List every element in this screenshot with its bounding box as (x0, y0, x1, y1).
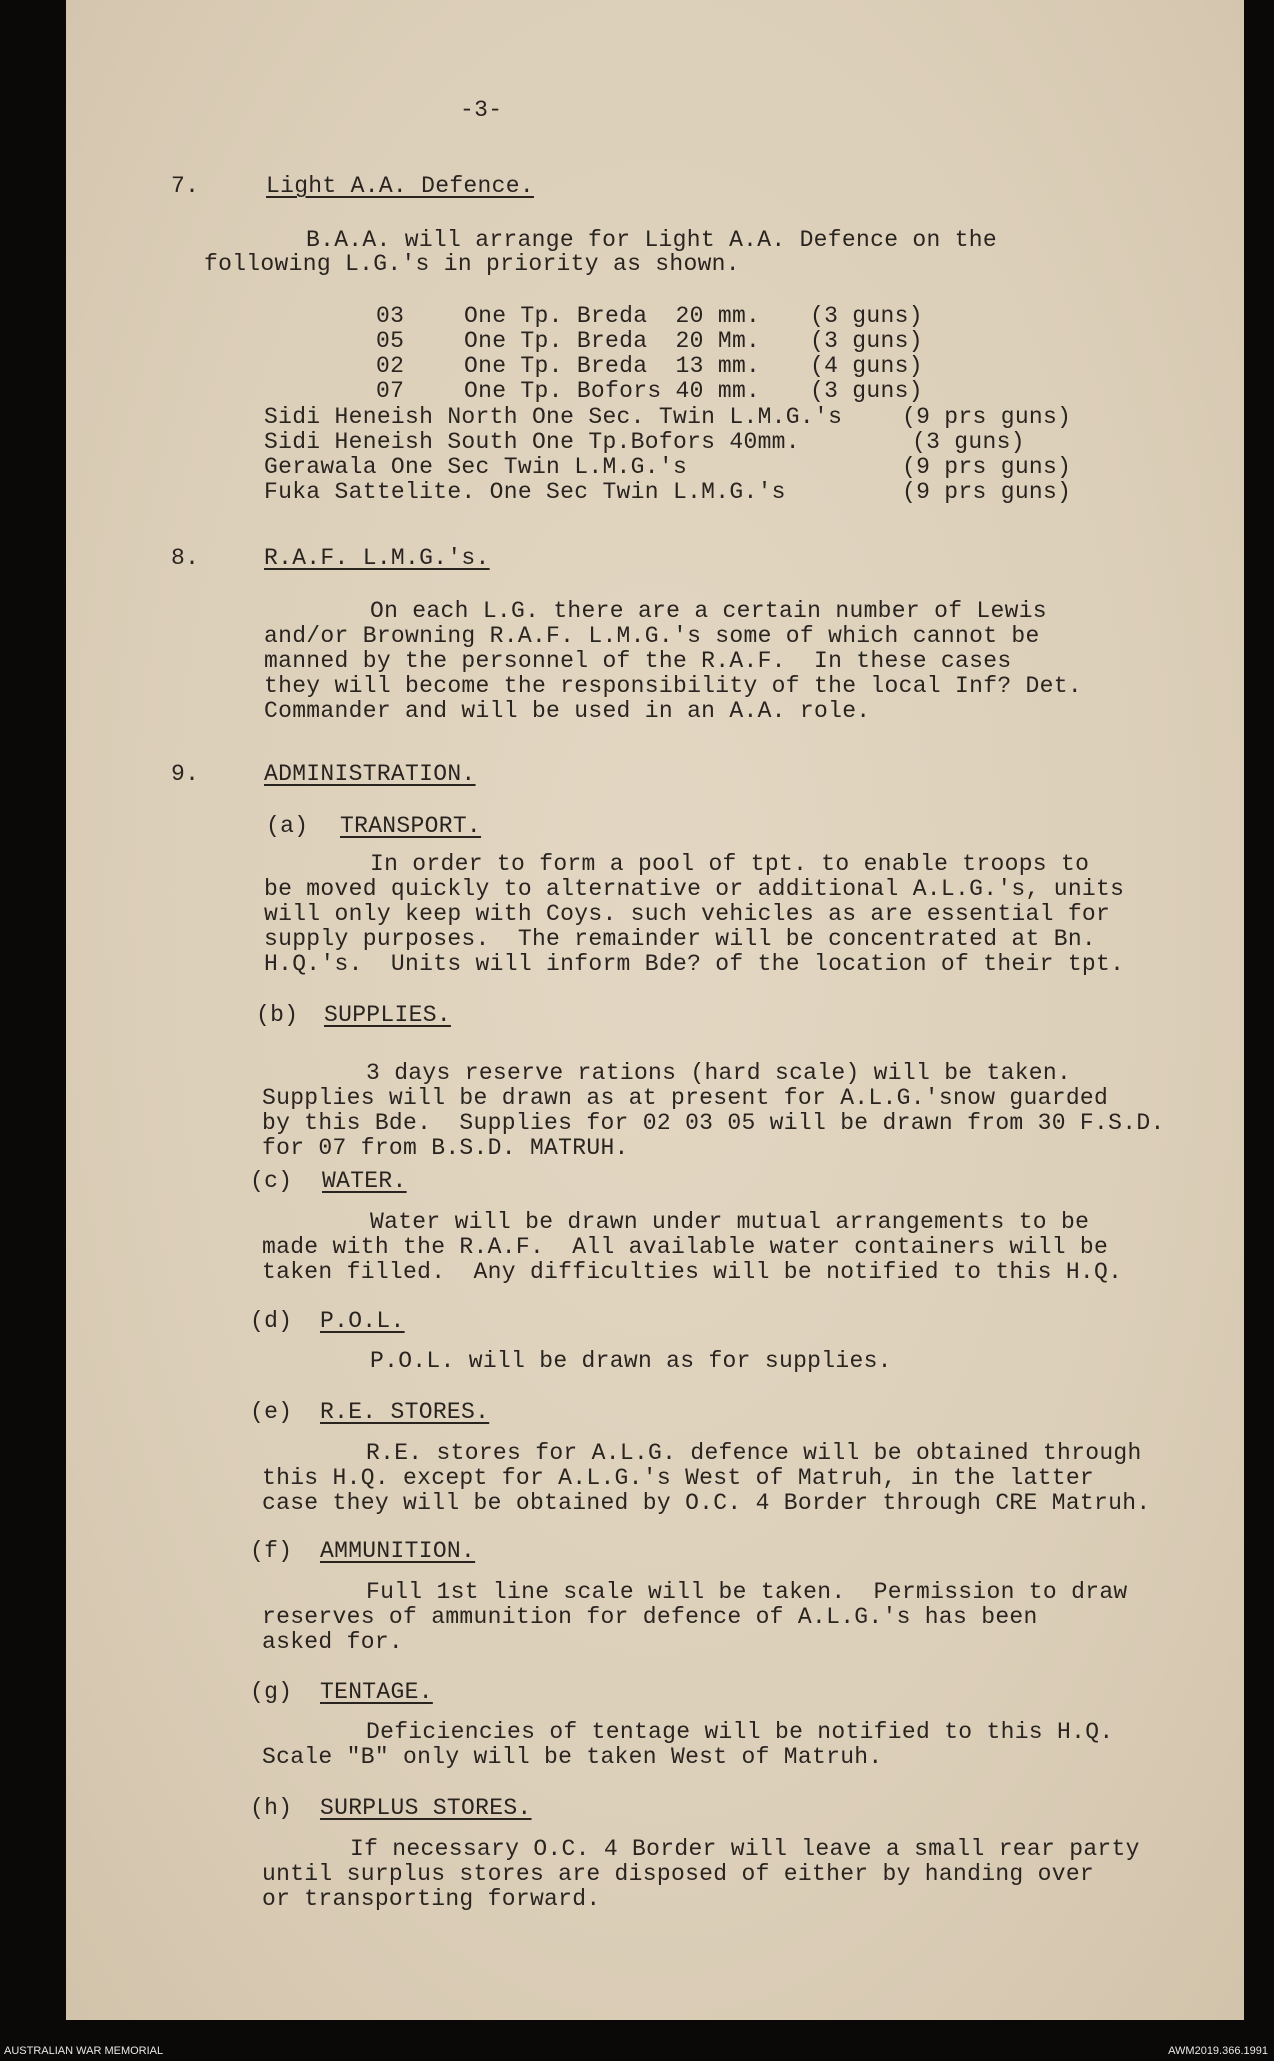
body-line: case they will be obtained by O.C. 4 Border through CRE Matruh. (262, 1490, 1151, 1516)
section-heading: ADMINISTRATION. (264, 761, 476, 787)
section-number: 7. (171, 173, 200, 199)
section-heading: R.A.F. L.M.G.'s. (264, 545, 490, 571)
subsection-heading: SURPLUS STORES. (320, 1795, 532, 1821)
body-line: Deficiencies of tentage will be notified to this H.Q. (366, 1719, 1114, 1745)
gun-count: (9 prs guns) (902, 479, 1072, 505)
subsection-letter: (g) (250, 1679, 293, 1705)
subsection-letter: (f) (250, 1538, 293, 1564)
subsection-heading: WATER. (322, 1168, 407, 1194)
body-line: Supplies will be drawn as at present for A.L.G.'snow guarded (262, 1085, 1109, 1111)
lg-code: 03 (376, 303, 405, 329)
subsection-heading: TENTAGE. (320, 1679, 433, 1705)
subsection-letter: (b) (256, 1002, 299, 1028)
body-line: reserves of ammunition for defence of A.L.G.'s has been (262, 1604, 1038, 1630)
body-line: R.E. stores for A.L.G. defence will be obtained through (366, 1440, 1142, 1466)
lg-code: 02 (376, 353, 405, 379)
defence-desc: One Tp. Bofors 40 mm. (464, 378, 761, 404)
body-line: for 07 from B.S.D. MATRUH. (262, 1135, 629, 1161)
page-number: -3- (460, 97, 503, 123)
archive-reference: AWM2019.366.1991 (1168, 2045, 1268, 2057)
defence-desc: Sidi Heneish North One Sec. Twin L.M.G.'s (264, 404, 843, 430)
body-line: or transporting forward. (262, 1886, 601, 1912)
body-line: Commander and will be used in an A.A. role. (264, 698, 871, 724)
body-line: P.O.L. will be drawn as for supplies. (370, 1348, 892, 1374)
body-line: will only keep with Coys. such vehicles as are essential for (264, 901, 1111, 927)
body-line: Full 1st line scale will be taken. Permission to draw (366, 1579, 1128, 1605)
document-page (66, 0, 1244, 2020)
body-line: this H.Q. except for A.L.G.'s West of Matruh, in the latter (262, 1465, 1095, 1491)
body-line: In order to form a pool of tpt. to enable troops to (370, 851, 1090, 877)
body-line: until surplus stores are disposed of either by handing over (262, 1861, 1095, 1887)
body-line: by this Bde. Supplies for 02 03 05 will be drawn from 30 F.S.D. (262, 1110, 1165, 1136)
body-line: be moved quickly to alternative or additional A.L.G.'s, units (264, 876, 1125, 902)
subsection-heading: TRANSPORT. (340, 813, 482, 839)
subsection-letter: (e) (250, 1399, 293, 1425)
gun-count: (9 prs guns) (902, 454, 1072, 480)
body-line: Scale "B" only will be taken West of Matruh. (262, 1744, 883, 1770)
lg-code: 07 (376, 378, 405, 404)
section-number: 8. (171, 545, 200, 571)
gun-count: (3 guns) (810, 303, 923, 329)
subsection-letter: (a) (266, 813, 309, 839)
body-line: On each L.G. there are a certain number of Lewis (370, 598, 1047, 624)
gun-count: (4 guns) (810, 353, 923, 379)
defence-desc: One Tp. Breda 20 Mm. (464, 328, 761, 354)
body-line: supply purposes. The remainder will be concentrated at Bn. (264, 926, 1097, 952)
subsection-letter: (d) (250, 1308, 293, 1334)
subsection-heading: P.O.L. (320, 1308, 405, 1334)
body-line: H.Q.'s. Units will inform Bde? of the location of their tpt. (264, 951, 1125, 977)
defence-desc: Gerawala One Sec Twin L.M.G.'s (264, 454, 688, 480)
body-line: they will become the responsibility of the local Inf? Det. (264, 673, 1082, 699)
body-line: If necessary O.C. 4 Border will leave a small rear party (350, 1836, 1140, 1862)
defence-desc: Fuka Sattelite. One Sec Twin L.M.G.'s (264, 479, 786, 505)
lg-code: 05 (376, 328, 405, 354)
subsection-heading: SUPPLIES. (324, 1002, 451, 1028)
gun-count: (3 guns) (810, 378, 923, 404)
subsection-heading: AMMUNITION. (320, 1538, 476, 1564)
subsection-heading: R.E. STORES. (320, 1399, 490, 1425)
defence-desc: One Tp. Breda 13 mm. (464, 353, 761, 379)
gun-count: (9 prs guns) (902, 404, 1072, 430)
archive-credit: AUSTRALIAN WAR MEMORIAL (4, 2045, 164, 2057)
body-line: taken filled. Any difficulties will be notified to this H.Q. (262, 1259, 1123, 1285)
subsection-letter: (c) (250, 1168, 293, 1194)
body-line: following L.G.'s in priority as shown. (204, 251, 740, 277)
defence-desc: Sidi Heneish South One Tp.Bofors 40mm. (264, 429, 800, 455)
section-number: 9. (171, 761, 200, 787)
defence-desc: One Tp. Breda 20 mm. (464, 303, 761, 329)
body-line: made with the R.A.F. All available water containers will be (262, 1234, 1109, 1260)
body-line: and/or Browning R.A.F. L.M.G.'s some of which cannot be (264, 623, 1040, 649)
gun-count: (3 guns) (810, 328, 923, 354)
body-line: 3 days reserve rations (hard scale) will be taken. (366, 1060, 1072, 1086)
section-heading: Light A.A. Defence. (266, 173, 534, 199)
gun-count: (3 guns) (912, 429, 1025, 455)
body-line: Water will be drawn under mutual arrangements to be (370, 1209, 1090, 1235)
body-line: manned by the personnel of the R.A.F. In these cases (264, 648, 1012, 674)
subsection-letter: (h) (250, 1795, 293, 1821)
body-line: asked for. (262, 1629, 404, 1655)
body-line: B.A.A. will arrange for Light A.A. Defence on the (306, 227, 998, 253)
